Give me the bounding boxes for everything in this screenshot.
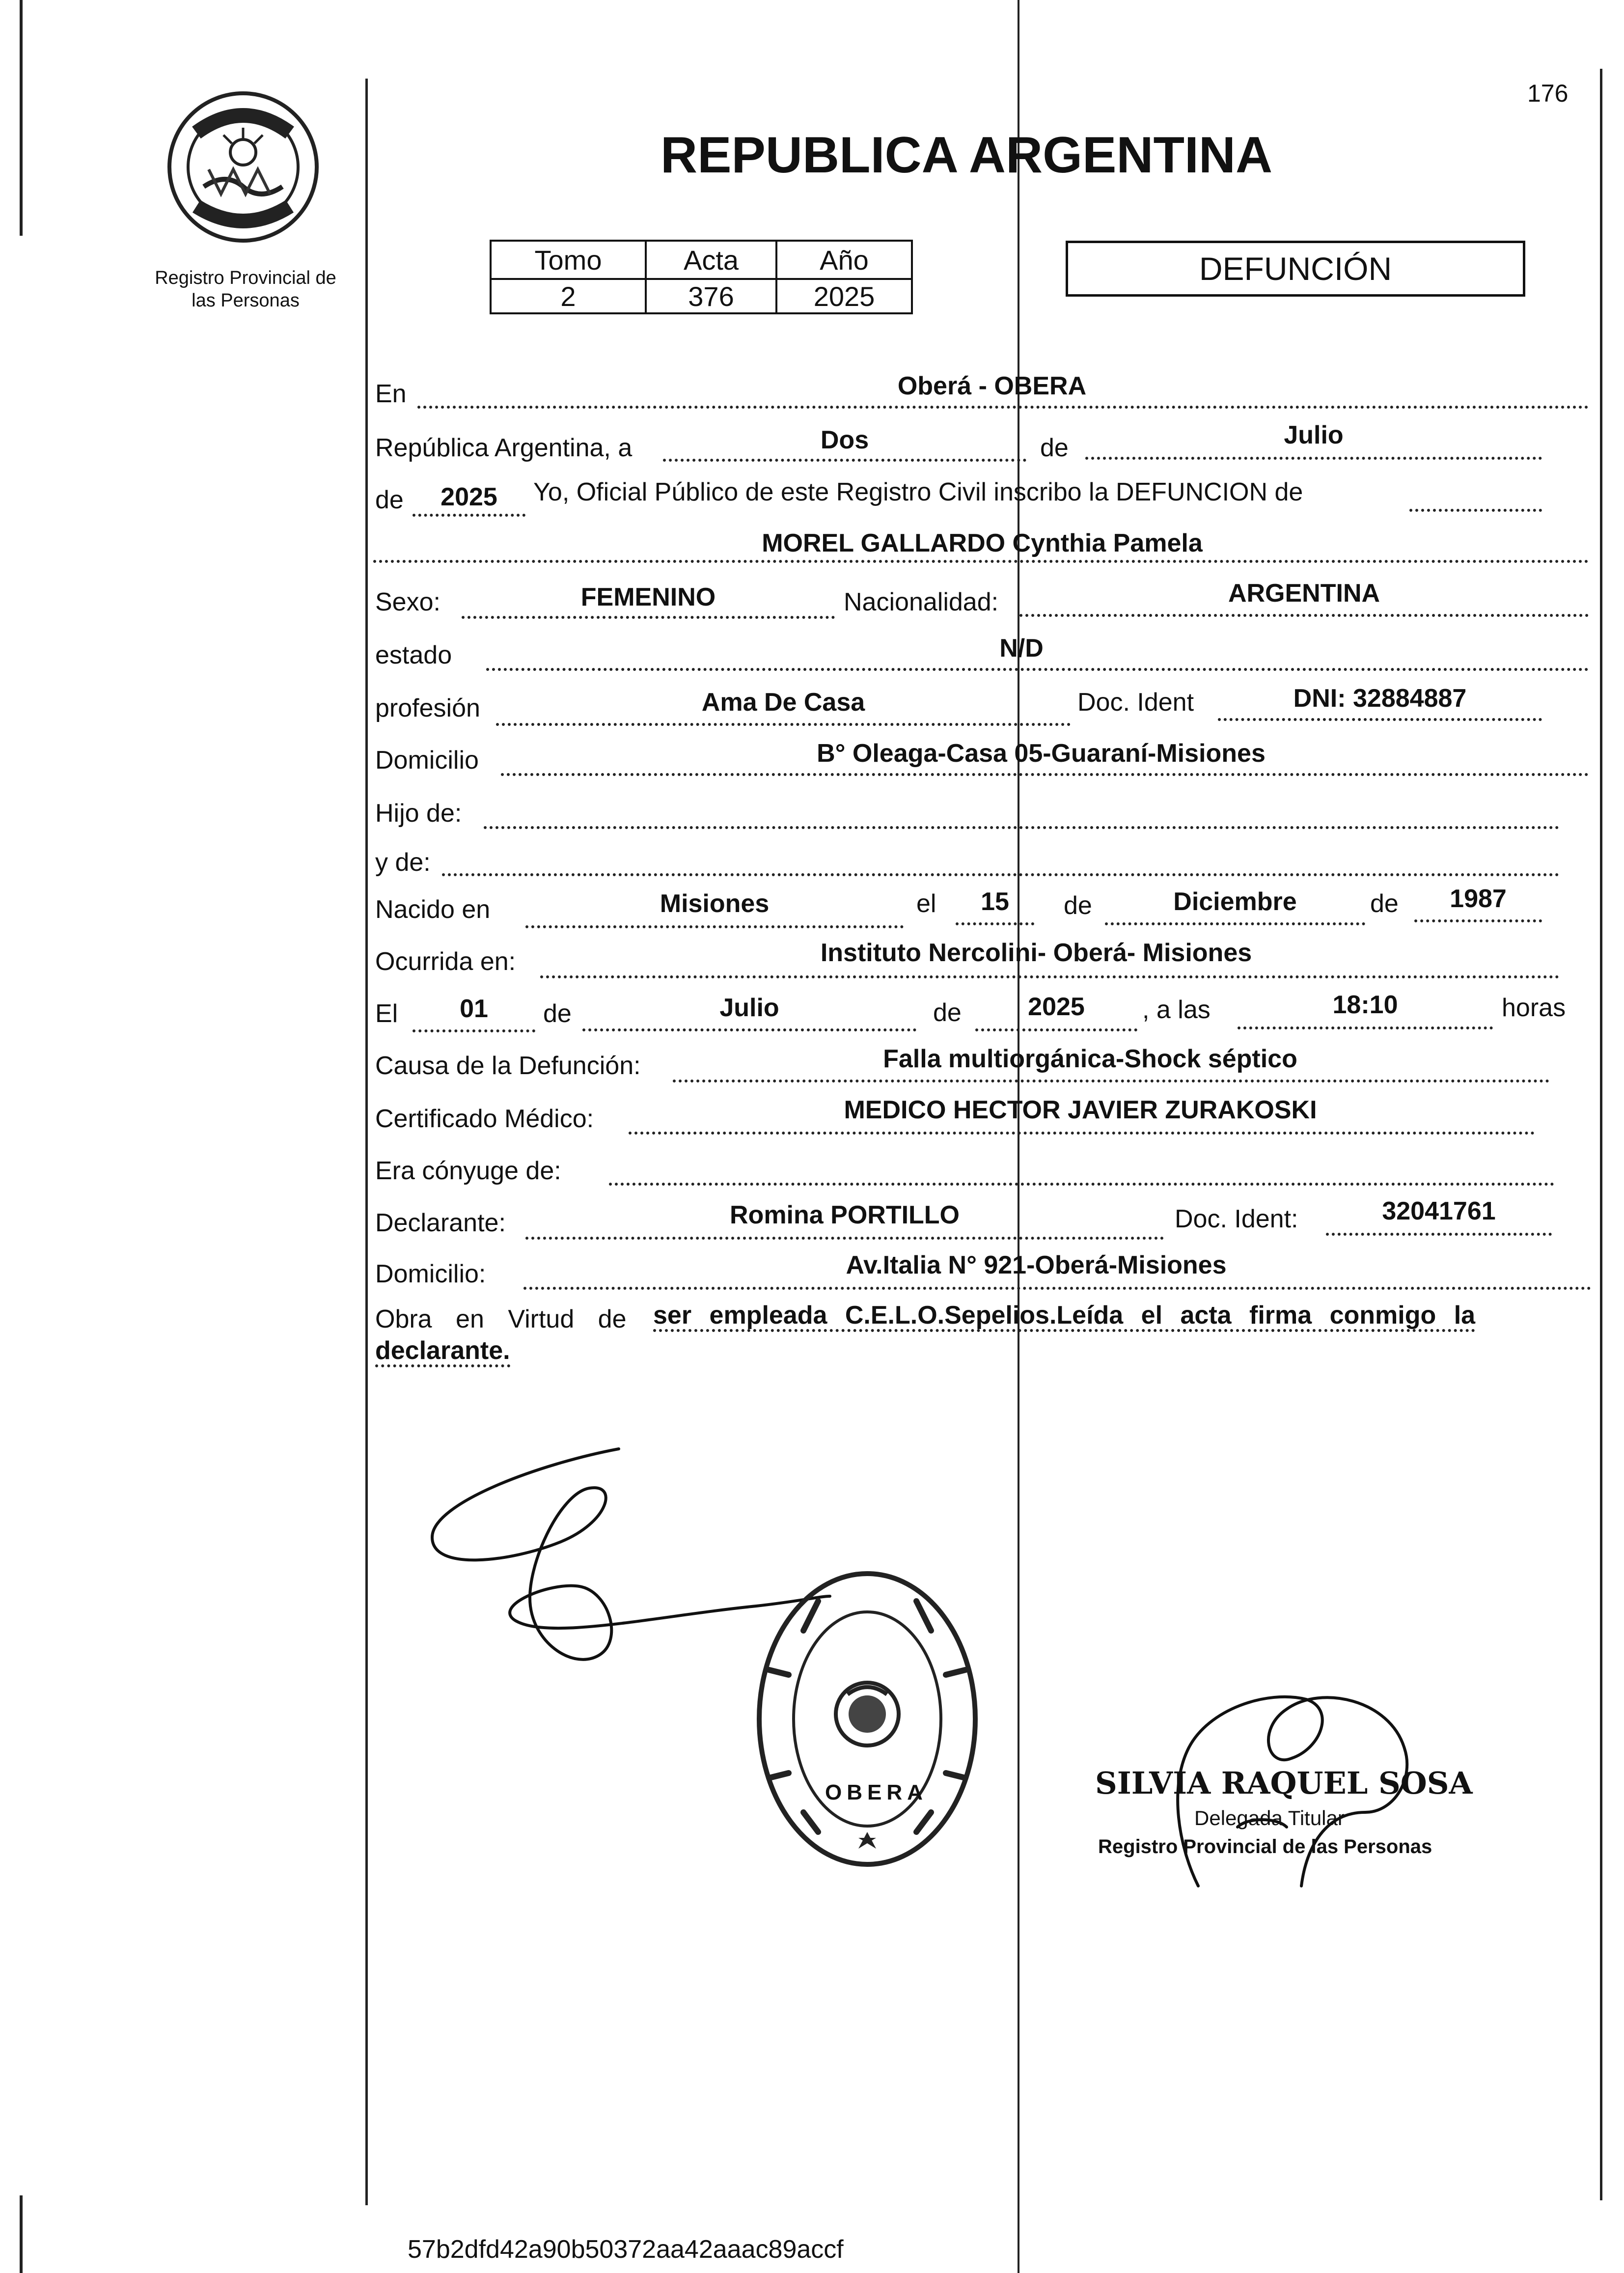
birth-year-value: 1987 — [1450, 885, 1507, 913]
signer-office: Registro Provincial de las Personas — [1098, 1836, 1432, 1857]
birth-day-line — [956, 922, 1034, 925]
en-line — [417, 406, 1589, 409]
certificado-label: Certificado Médico: — [375, 1105, 594, 1133]
causa-line — [673, 1080, 1549, 1082]
profesion-line — [496, 723, 1071, 726]
certificado-value: MEDICO HECTOR JAVIER ZURAKOSKI — [844, 1096, 1317, 1124]
estado-value: N/D — [999, 634, 1044, 663]
death-time-value: 18:10 — [1332, 991, 1398, 1019]
nacido-el-label: el — [916, 889, 936, 918]
doc2-label: Doc. Ident: — [1175, 1205, 1298, 1233]
domicilio-value: B° Oleaga-Casa 05-Guaraní-Misiones — [817, 739, 1266, 768]
registry-line-2: las Personas — [192, 290, 300, 311]
domicilio2-line — [523, 1287, 1591, 1290]
record-type-box: DEFUNCIÓN — [1066, 241, 1525, 297]
profesion-label: profesión — [375, 694, 480, 722]
page-number: 176 — [1527, 80, 1569, 107]
registry-line-1: Registro Provincial de — [155, 268, 336, 288]
scan-fold-line — [1018, 0, 1019, 2273]
yde-line — [442, 873, 1559, 876]
de-label-2: de — [375, 486, 404, 514]
conyuge-line — [609, 1183, 1554, 1186]
estado-line — [486, 668, 1589, 671]
death-time-line — [1238, 1026, 1493, 1029]
profesion-value: Ama De Casa — [701, 688, 865, 717]
birth-year-line — [1414, 919, 1542, 922]
doc2-line — [1326, 1233, 1552, 1236]
domicilio-line — [501, 773, 1589, 776]
causa-label: Causa de la Defunción: — [375, 1052, 641, 1080]
month-value: Julio — [1284, 421, 1344, 449]
birth-day-value: 15 — [981, 887, 1009, 916]
value-acta: 376 — [646, 279, 776, 313]
obra-value: ser empleada C.E.L.O.Sepelios.Leída el acta firma conmigo la — [653, 1302, 1475, 1332]
sexo-line — [462, 616, 835, 619]
record-table — [490, 240, 913, 314]
doc-ident-line — [1218, 718, 1542, 721]
death-year-value: 2025 — [1028, 993, 1085, 1021]
nacido-label: Nacido en — [375, 895, 491, 924]
delegacion-oval-stamp — [749, 1567, 985, 1871]
death-day-value: 01 — [460, 995, 488, 1023]
doc-ident-value: DNI: 32884887 — [1293, 684, 1467, 713]
birth-month-line — [1105, 922, 1365, 925]
certificado-line — [629, 1132, 1535, 1135]
provincia-misiones-seal-icon — [162, 88, 324, 246]
nacido-place-value: Misiones — [660, 889, 770, 918]
rep-label: República Argentina, a — [375, 434, 633, 462]
handwritten-signature-right — [1159, 1581, 1473, 1925]
nacionalidad-value: ARGENTINA — [1228, 579, 1380, 608]
hijo-label: Hijo de: — [375, 799, 462, 828]
death-month-value: Julio — [719, 994, 779, 1022]
birth-month-value: Diciembre — [1173, 887, 1297, 916]
deceased-name: MOREL GALLARDO Cynthia Pamela — [762, 529, 1203, 557]
ocurrida-value: Instituto Nercolini- Oberá- Misiones — [820, 939, 1252, 967]
right-edge-line — [1600, 69, 1602, 2200]
alas-label: , a las — [1142, 996, 1211, 1024]
year-line — [413, 514, 525, 517]
margin-line — [365, 79, 368, 2205]
year-value: 2025 — [440, 483, 497, 511]
obra-label: Obra en Virtud de — [375, 1305, 627, 1333]
birth-de2-label: de — [1370, 889, 1399, 918]
death-de1-label: de — [543, 999, 572, 1028]
yde-label: y de: — [375, 848, 431, 877]
nacido-place-line — [525, 925, 904, 928]
estado-label: estado — [375, 641, 452, 669]
hijo-line — [484, 826, 1559, 829]
el2-label: El — [375, 999, 398, 1028]
de-label: de — [1040, 434, 1069, 462]
value-anio: 2025 — [776, 279, 912, 313]
doc2-value: 32041761 — [1382, 1197, 1496, 1225]
value-tomo: 2 — [491, 279, 646, 313]
ocurrida-line — [540, 975, 1559, 978]
doc-ident-label: Doc. Ident — [1077, 688, 1194, 717]
birth-de1-label: de — [1064, 891, 1092, 920]
nacionalidad-label: Nacionalidad: — [844, 588, 999, 616]
day-value: Dos — [820, 426, 869, 454]
signer-name: SILVIA RAQUEL SOSA — [1095, 1765, 1473, 1801]
header-tomo: Tomo — [491, 241, 646, 279]
domicilio2-value: Av.Italia N° 921-Oberá-Misiones — [846, 1251, 1227, 1279]
yo-text: Yo, Oficial Público de este Registro Civil inscribo la DEFUNCION de — [533, 478, 1303, 506]
sexo-value: FEMENINO — [580, 583, 716, 611]
name-line — [373, 560, 1589, 563]
death-day-line — [413, 1029, 535, 1032]
signer-role: Delegada Titular — [1194, 1806, 1345, 1829]
death-month-line — [582, 1028, 916, 1031]
document-hash: 57b2dfd42a90b50372aa42aaac89accf — [408, 2235, 844, 2264]
death-de2-label: de — [933, 998, 962, 1027]
obra-value-2: declarante. — [375, 1337, 510, 1367]
declarante-value: Romina PORTILLO — [730, 1201, 960, 1229]
left-edge-line — [20, 0, 23, 236]
declarante-label: Declarante: — [375, 1209, 506, 1237]
sexo-label: Sexo: — [375, 588, 440, 616]
yo-line — [1409, 509, 1542, 512]
declarante-line — [525, 1237, 1164, 1240]
en-label: En — [375, 380, 407, 408]
domicilio-label: Domicilio — [375, 746, 479, 775]
page-title: REPUBLICA ARGENTINA — [661, 127, 1273, 184]
nacionalidad-line — [1019, 614, 1589, 617]
month-line — [1085, 457, 1542, 460]
domicilio2-label: Domicilio: — [375, 1260, 486, 1288]
stamp-center-text: OBERA — [825, 1780, 928, 1804]
day-line — [663, 459, 1026, 462]
conyuge-label: Era cónyuge de: — [375, 1157, 561, 1185]
left-edge-line-bottom — [20, 2195, 23, 2273]
horas-label: horas — [1502, 994, 1566, 1022]
ocurrida-label: Ocurrida en: — [375, 947, 516, 976]
death-year-line — [975, 1028, 1137, 1031]
en-value: Oberá - OBERA — [897, 372, 1087, 400]
header-acta: Acta — [646, 241, 776, 279]
causa-value: Falla multiorgánica-Shock séptico — [883, 1045, 1297, 1073]
header-anio: Año — [776, 241, 912, 279]
